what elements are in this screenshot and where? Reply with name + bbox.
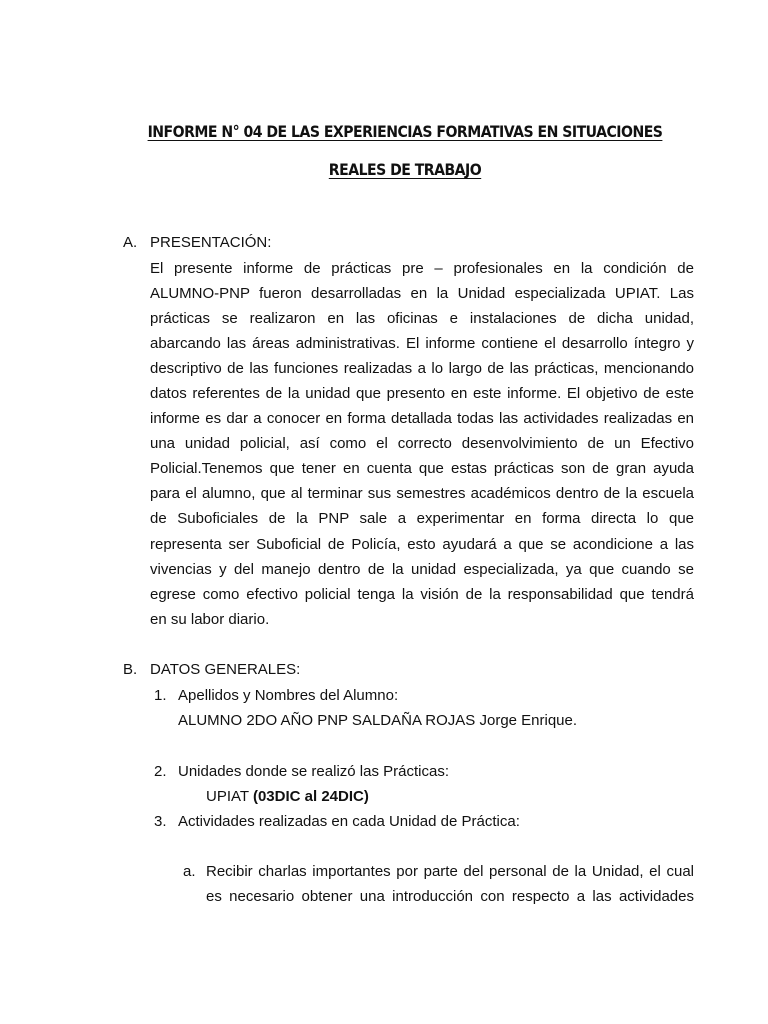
document-title-line-2: REALES DE TRABAJO bbox=[328, 160, 482, 179]
section-a-line: representa ser Suboficial de Policía, esto ayudará a que se acondicione a las bbox=[150, 536, 694, 553]
document-title-line-1: INFORME N° 04 DE LAS EXPERIENCIAS FORMATIVAS EN SITUACIONES bbox=[147, 122, 663, 141]
section-a-heading: PRESENTACIÓN: bbox=[150, 234, 272, 251]
section-a-line: informe es dar a conocer en forma detallada todas las actividades realizadas en bbox=[150, 410, 694, 427]
item-3-label: Actividades realizadas en cada Unidad de Práctica: bbox=[178, 813, 520, 830]
sub-item-a-marker: a. bbox=[183, 863, 196, 880]
section-a-line: descriptivo de las funciones realizadas a lo largo de las prácticas, mencionando bbox=[150, 360, 694, 377]
section-a-line: datos referentes de la unidad que presento en este informe. El objetivo de este bbox=[150, 385, 694, 402]
section-b-heading: DATOS GENERALES: bbox=[150, 661, 301, 678]
section-a-line: de Suboficiales de la PNP sale a experimentar en forma directa lo que bbox=[150, 510, 694, 527]
section-a-line: abarcando las áreas administrativas. El informe contiene el desarrollo íntegro y bbox=[150, 335, 694, 352]
section-a-line: en su labor diario. bbox=[150, 611, 270, 628]
sub-item-a-line: es necesario obtener una introducción con respecto a las actividades bbox=[206, 888, 694, 905]
item-1-label: Apellidos y Nombres del Alumno: bbox=[178, 687, 399, 704]
section-a-line: para el alumno, que al terminar sus semestres académicos dentro de la escuela bbox=[150, 485, 694, 502]
section-a-line: El presente informe de prácticas pre – profesionales en la condición de bbox=[150, 260, 694, 277]
section-a-line: una unidad policial, así como el correcto desenvolvimiento de un Efectivo bbox=[150, 435, 694, 452]
practice-unit: UPIAT bbox=[206, 788, 249, 805]
section-a-line: vivencias y del manejo dentro de la unidad especializada, ya que cuando se bbox=[150, 561, 694, 578]
section-a-line: prácticas se realizaron en las oficinas e instalaciones de dicha unidad, bbox=[150, 310, 694, 327]
section-a-marker: A. bbox=[123, 234, 138, 251]
section-b-marker: B. bbox=[123, 661, 138, 678]
section-a-line: egrese como efectivo policial tenga la visión de la responsabilidad que tendrá bbox=[150, 586, 694, 603]
item-3-marker: 3. bbox=[154, 813, 167, 830]
practice-dates: (03DIC al 24DIC) bbox=[252, 788, 369, 805]
section-a-line: Policial.Tenemos que tener en cuenta que estas prácticas son de gran ayuda bbox=[150, 460, 694, 477]
item-2-marker: 2. bbox=[154, 763, 167, 780]
item-2-label: Unidades donde se realizó las Prácticas: bbox=[178, 763, 449, 780]
item-1-value: ALUMNO 2DO AÑO PNP SALDAÑA ROJAS Jorge Enrique. bbox=[178, 712, 578, 729]
sub-item-a-line: Recibir charlas importantes por parte del personal de la Unidad, el cual bbox=[206, 863, 694, 880]
item-1-marker: 1. bbox=[154, 687, 167, 704]
item-2-value bbox=[206, 787, 369, 807]
section-a-line: ALUMNO-PNP fueron desarrolladas en la Unidad especializada UPIAT. Las bbox=[150, 285, 694, 302]
